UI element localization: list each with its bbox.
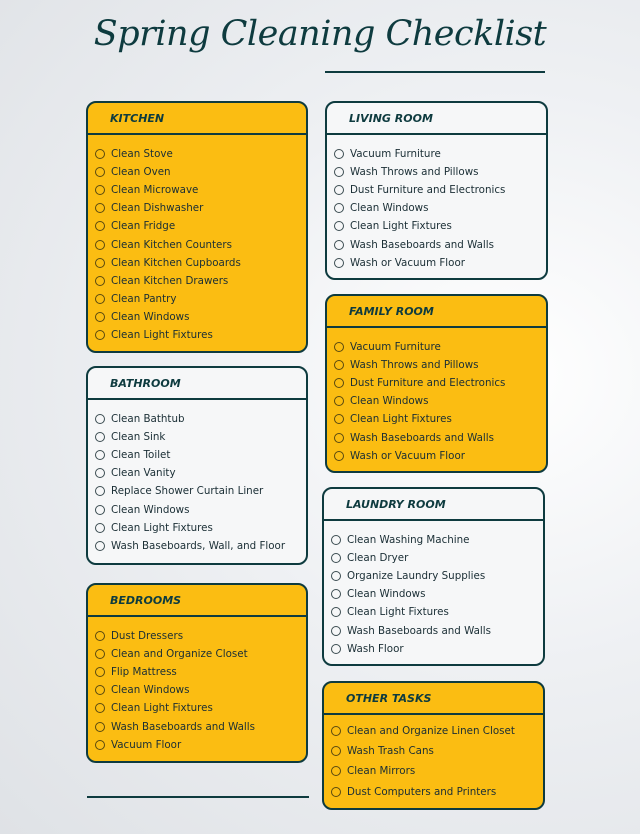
checklist-item-label: Clean Light Fixtures bbox=[111, 328, 213, 341]
section-title: KITCHEN bbox=[88, 103, 306, 135]
checkbox-circle-icon[interactable] bbox=[331, 787, 341, 797]
section-title: LAUNDRY ROOM bbox=[324, 489, 543, 521]
checklist bbox=[324, 521, 543, 658]
checklist-item[interactable] bbox=[324, 640, 543, 658]
section-title: LIVING ROOM bbox=[327, 103, 546, 135]
checkbox-circle-icon[interactable] bbox=[95, 221, 105, 231]
checklist-item[interactable] bbox=[88, 464, 306, 482]
checklist-item[interactable] bbox=[324, 585, 543, 603]
checklist-item-label: Clean Kitchen Cupboards bbox=[111, 256, 241, 269]
checklist-item[interactable] bbox=[324, 741, 543, 761]
checkbox-circle-icon[interactable] bbox=[95, 330, 105, 340]
checklist-item[interactable] bbox=[327, 199, 546, 217]
checkbox-circle-icon[interactable] bbox=[331, 766, 341, 776]
checklist-item[interactable] bbox=[88, 145, 306, 163]
checklist-item[interactable] bbox=[88, 519, 306, 537]
checkbox-circle-icon[interactable] bbox=[334, 451, 344, 461]
checklist-item-label: Replace Shower Curtain Liner bbox=[111, 485, 264, 498]
checklist-item-label: Clean and Organize Closet bbox=[111, 648, 248, 661]
checkbox-circle-icon[interactable] bbox=[95, 722, 105, 732]
checklist bbox=[327, 135, 546, 272]
checklist-item[interactable] bbox=[324, 531, 543, 549]
checkbox-circle-icon[interactable] bbox=[334, 149, 344, 159]
section-title: OTHER TASKS bbox=[324, 683, 543, 715]
checklist-item-label: Dust Furniture and Electronics bbox=[350, 377, 506, 390]
checklist-item-label: Clean Windows bbox=[347, 588, 426, 601]
checklist-item-label: Clean Toilet bbox=[111, 449, 171, 462]
checklist-item[interactable] bbox=[327, 181, 546, 199]
section-title: BEDROOMS bbox=[88, 585, 306, 617]
checklist-item[interactable] bbox=[88, 290, 306, 308]
checklist-item[interactable] bbox=[327, 410, 546, 428]
checklist-item[interactable] bbox=[327, 145, 546, 163]
bathroom-card bbox=[86, 366, 308, 565]
checkbox-circle-icon[interactable] bbox=[95, 240, 105, 250]
checklist-item-label: Clean Microwave bbox=[111, 184, 199, 197]
checklist-item[interactable] bbox=[88, 699, 306, 717]
checklist-item-label: Wash Baseboards and Walls bbox=[350, 431, 495, 444]
checkbox-circle-icon[interactable] bbox=[95, 631, 105, 641]
checklist-item-label: Wash Trash Cans bbox=[347, 745, 434, 758]
checklist-item-label: Clean Windows bbox=[350, 202, 429, 215]
checklist-item[interactable] bbox=[88, 645, 306, 663]
checklist-item-label: Vacuum Floor bbox=[111, 738, 182, 751]
checklist bbox=[324, 715, 543, 802]
checklist-item[interactable] bbox=[324, 721, 543, 741]
title-underline bbox=[325, 71, 545, 73]
checkbox-circle-icon[interactable] bbox=[334, 378, 344, 388]
checklist bbox=[88, 617, 306, 754]
checklist-item[interactable] bbox=[88, 199, 306, 217]
checklist-item-label: Wash Baseboards and Walls bbox=[111, 720, 256, 733]
checklist bbox=[88, 400, 306, 555]
checklist-item[interactable] bbox=[88, 428, 306, 446]
checklist-item[interactable] bbox=[88, 681, 306, 699]
checklist-item-label: Dust Furniture and Electronics bbox=[350, 184, 506, 197]
checkbox-circle-icon[interactable] bbox=[95, 649, 105, 659]
checklist-item[interactable] bbox=[88, 736, 306, 754]
checklist-item-label: Dust Dressers bbox=[111, 630, 184, 643]
checklist-item-label: Vacuum Furniture bbox=[350, 148, 441, 161]
checkbox-circle-icon[interactable] bbox=[331, 607, 341, 617]
checklist-item-label: Clean Washing Machine bbox=[347, 534, 470, 547]
checkbox-circle-icon[interactable] bbox=[95, 486, 105, 496]
checkbox-circle-icon[interactable] bbox=[95, 167, 105, 177]
other-tasks-card bbox=[322, 681, 545, 810]
checklist-item-label: Clean Light Fixtures bbox=[350, 220, 452, 233]
checkbox-circle-icon[interactable] bbox=[334, 221, 344, 231]
checklist-item-label: Clean Windows bbox=[111, 310, 190, 323]
checkbox-circle-icon[interactable] bbox=[334, 185, 344, 195]
checkbox-circle-icon[interactable] bbox=[95, 149, 105, 159]
checklist-item-label: Wash Baseboards and Walls bbox=[350, 238, 495, 251]
checkbox-circle-icon[interactable] bbox=[334, 433, 344, 443]
checklist-item-label: Clean Mirrors bbox=[347, 765, 416, 778]
checklist-item-label: Clean Light Fixtures bbox=[350, 413, 452, 426]
checklist-item[interactable] bbox=[88, 717, 306, 735]
checkbox-circle-icon[interactable] bbox=[334, 360, 344, 370]
checklist-item-label: Clean Windows bbox=[111, 503, 190, 516]
checklist-item[interactable] bbox=[327, 254, 546, 272]
checklist-item-label: Clean Windows bbox=[111, 684, 190, 697]
checklist-item-label: Clean Light Fixtures bbox=[111, 702, 213, 715]
checklist-item-label: Flip Mattress bbox=[111, 666, 177, 679]
checklist-item[interactable] bbox=[88, 181, 306, 199]
checklist bbox=[88, 135, 306, 344]
checklist-item-label: Clean Kitchen Drawers bbox=[111, 274, 229, 287]
checklist-item[interactable] bbox=[88, 446, 306, 464]
checklist-item-label: Clean Stove bbox=[111, 148, 173, 161]
checkbox-circle-icon[interactable] bbox=[334, 167, 344, 177]
checkbox-circle-icon[interactable] bbox=[95, 703, 105, 713]
laundry-room-card bbox=[322, 487, 545, 666]
checkbox-circle-icon[interactable] bbox=[95, 294, 105, 304]
checklist-item-label: Organize Laundry Supplies bbox=[347, 570, 486, 583]
checklist-item-label: Clean Dryer bbox=[347, 552, 409, 565]
checkbox-circle-icon[interactable] bbox=[95, 414, 105, 424]
section-title: FAMILY ROOM bbox=[327, 296, 546, 328]
checklist-item[interactable] bbox=[88, 500, 306, 518]
checklist-item-label: Wash Throws and Pillows bbox=[350, 166, 479, 179]
checkbox-circle-icon[interactable] bbox=[95, 541, 105, 551]
checkbox-circle-icon[interactable] bbox=[331, 746, 341, 756]
checklist-item-label: Clean Dishwasher bbox=[111, 202, 204, 215]
checklist-item-label: Vacuum Furniture bbox=[350, 341, 441, 354]
checklist-item[interactable] bbox=[88, 537, 306, 555]
checkbox-circle-icon[interactable] bbox=[331, 571, 341, 581]
checkbox-circle-icon[interactable] bbox=[95, 505, 105, 515]
checkbox-circle-icon[interactable] bbox=[331, 726, 341, 736]
checkbox-circle-icon[interactable] bbox=[334, 258, 344, 268]
checklist-item[interactable] bbox=[88, 272, 306, 290]
checkbox-circle-icon[interactable] bbox=[95, 667, 105, 677]
checklist-item-label: Wash Floor bbox=[347, 642, 404, 655]
checklist-item-label: Clean Light Fixtures bbox=[111, 521, 213, 534]
checkbox-circle-icon[interactable] bbox=[95, 468, 105, 478]
checklist-item[interactable] bbox=[324, 761, 543, 781]
checkbox-circle-icon[interactable] bbox=[334, 396, 344, 406]
checklist-item[interactable] bbox=[324, 782, 543, 802]
checklist-item[interactable] bbox=[88, 254, 306, 272]
checkbox-circle-icon[interactable] bbox=[95, 685, 105, 695]
checklist-item[interactable] bbox=[88, 163, 306, 181]
checkbox-circle-icon[interactable] bbox=[331, 553, 341, 563]
checkbox-circle-icon[interactable] bbox=[334, 414, 344, 424]
checkbox-circle-icon[interactable] bbox=[331, 589, 341, 599]
checklist-item-label: Clean Light Fixtures bbox=[347, 606, 449, 619]
checklist-item-label: Wash Throws and Pillows bbox=[350, 359, 479, 372]
checklist-item[interactable] bbox=[324, 603, 543, 621]
checklist bbox=[327, 328, 546, 465]
checklist-item-label: Clean Sink bbox=[111, 431, 166, 444]
checklist-item[interactable] bbox=[88, 217, 306, 235]
checklist-item-label: Clean Oven bbox=[111, 166, 171, 179]
checklist-item-label: Clean and Organize Linen Closet bbox=[347, 725, 515, 738]
checklist-item[interactable] bbox=[88, 308, 306, 326]
checklist-item[interactable] bbox=[327, 217, 546, 235]
checkbox-circle-icon[interactable] bbox=[95, 312, 105, 322]
checklist-item-label: Wash Baseboards and Walls bbox=[347, 624, 492, 637]
checklist-item[interactable] bbox=[88, 627, 306, 645]
checkbox-circle-icon[interactable] bbox=[95, 185, 105, 195]
checklist-item-label: Clean Bathtub bbox=[111, 413, 185, 426]
kitchen-card bbox=[86, 101, 308, 353]
checklist-item-label: Clean Vanity bbox=[111, 467, 176, 480]
checklist-item[interactable] bbox=[324, 621, 543, 639]
checkbox-circle-icon[interactable] bbox=[331, 626, 341, 636]
checklist-item-label: Clean Kitchen Counters bbox=[111, 238, 232, 251]
checklist-item[interactable] bbox=[88, 326, 306, 344]
checklist-item-label: Clean Pantry bbox=[111, 292, 177, 305]
checklist-item[interactable] bbox=[327, 447, 546, 465]
checklist-item[interactable] bbox=[324, 567, 543, 585]
checkbox-circle-icon[interactable] bbox=[95, 258, 105, 268]
checkbox-circle-icon[interactable] bbox=[95, 276, 105, 286]
checklist-item[interactable] bbox=[327, 356, 546, 374]
footer-rule bbox=[87, 796, 309, 798]
living-room-card bbox=[325, 101, 548, 280]
checklist-item-label: Wash or Vacuum Floor bbox=[350, 449, 465, 462]
checkbox-circle-icon[interactable] bbox=[95, 203, 105, 213]
section-title: BATHROOM bbox=[88, 368, 306, 400]
family-room-card bbox=[325, 294, 548, 473]
checklist-item[interactable] bbox=[327, 392, 546, 410]
checkbox-circle-icon[interactable] bbox=[334, 342, 344, 352]
checklist-item[interactable] bbox=[327, 163, 546, 181]
checklist-item-label: Clean Fridge bbox=[111, 220, 176, 233]
checkbox-circle-icon[interactable] bbox=[95, 740, 105, 750]
checklist-item[interactable] bbox=[327, 235, 546, 253]
bedrooms-card bbox=[86, 583, 308, 763]
checklist-item[interactable] bbox=[88, 482, 306, 500]
checkbox-circle-icon[interactable] bbox=[331, 644, 341, 654]
checklist-item-label: Clean Windows bbox=[350, 395, 429, 408]
checklist-item[interactable] bbox=[327, 338, 546, 356]
checkbox-circle-icon[interactable] bbox=[95, 523, 105, 533]
checkbox-circle-icon[interactable] bbox=[331, 535, 341, 545]
checklist-item-label: Wash Baseboards, Wall, and Floor bbox=[111, 539, 286, 552]
checklist-item-label: Dust Computers and Printers bbox=[347, 785, 497, 798]
page-title: Spring Cleaning Checklist bbox=[93, 14, 547, 54]
checklist-item[interactable] bbox=[88, 410, 306, 428]
checklist-item[interactable] bbox=[324, 549, 543, 567]
checkbox-circle-icon[interactable] bbox=[334, 240, 344, 250]
checklist-item[interactable] bbox=[88, 663, 306, 681]
checklist-item[interactable] bbox=[327, 428, 546, 446]
checklist-item[interactable] bbox=[327, 374, 546, 392]
checklist-item[interactable] bbox=[88, 235, 306, 253]
checkbox-circle-icon[interactable] bbox=[95, 432, 105, 442]
checkbox-circle-icon[interactable] bbox=[334, 203, 344, 213]
checklist-item-label: Wash or Vacuum Floor bbox=[350, 256, 465, 269]
checkbox-circle-icon[interactable] bbox=[95, 450, 105, 460]
